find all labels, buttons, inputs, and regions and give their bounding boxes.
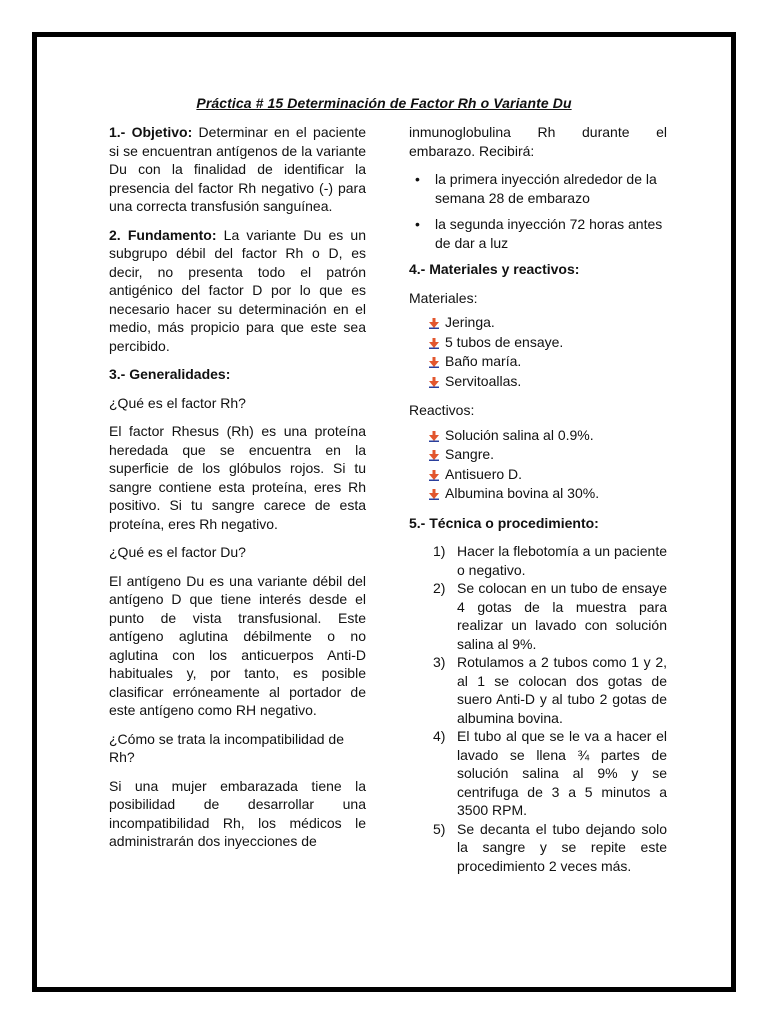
reactivos-label: Reactivos: — [409, 402, 475, 418]
down-arrow-icon — [429, 357, 439, 368]
reactivos-item-text: Albumina bovina al 30%. — [445, 485, 600, 501]
materiales-item — [429, 372, 667, 392]
right-column — [409, 123, 667, 875]
materiales-item — [429, 352, 667, 372]
step-text: Se decanta el tubo dejando solo la sangre y se repite este procedimiento 2 veces más. — [457, 820, 667, 874]
materiales-item-text: Servitoallas. — [445, 372, 522, 389]
procedure-step — [409, 820, 667, 876]
reactivos-item — [429, 445, 667, 465]
tecnica-heading: 5.- Técnica o procedimiento: — [409, 514, 599, 531]
step-number: 3) — [433, 654, 446, 670]
down-arrow-icon — [429, 431, 439, 442]
objetivo-label: 1.- Objetivo: — [109, 124, 193, 140]
objetivo-paragraph — [109, 123, 366, 216]
question-du: ¿Qué es el factor Du? — [109, 544, 246, 560]
materiales-list — [409, 313, 667, 391]
answer-du: El antígeno Du es una variante débil del antígeno D que tiene interés desde el punto de vista transfusional. Este antígeno aglutina débilmente o no aglutina con los anticuerpos Anti-D habituales y, por tanto, es posible clasificar erróneamente al portador de este antígeno como RH negativo. — [109, 572, 366, 718]
continuation-paragraph: inmunoglobulina Rh durante el embarazo. Recibirá: — [409, 124, 667, 159]
down-arrow-icon — [429, 470, 439, 481]
injection-list — [409, 170, 667, 252]
reactivos-item — [429, 426, 667, 446]
step-text: El tubo al que se le va a hacer el lavado se llena ¾ partes de solución salina al 9% y se centrifuga de 3 a 5 minutos a 3500 RPM. — [457, 728, 667, 818]
materiales-heading: 4.- Materiales y reactivos: — [409, 261, 580, 277]
reactivos-item-text: Solución salina al 0.9%. — [445, 426, 594, 443]
reactivos-item — [429, 465, 667, 485]
step-text: Hacer la flebotomía a un paciente o negativo. — [457, 543, 667, 578]
materiales-item-text: 5 tubos de ensaye. — [445, 333, 564, 350]
answer-rh: El factor Rhesus (Rh) es una proteína heredada que se encuentra en la superficie de los glóbulos rojos. Si tu sangre contiene esta proteína, eres Rh positivo. Si tu sangre carece de esta proteína, eres Rh negativo. — [109, 423, 366, 532]
generalidades-heading: 3.- Generalidades: — [109, 366, 231, 382]
procedure-step — [409, 653, 667, 727]
step-text: Rotulamos a 2 tubos como 1 y 2, al 1 se colocan dos gotas de suero Anti-D y al tubo 2 gotas de albumina bovina. — [457, 654, 667, 726]
down-arrow-icon — [429, 377, 439, 388]
materiales-item — [429, 313, 667, 333]
left-column — [109, 123, 366, 861]
objetivo-text: Determinar en el paciente si se encuentran antígenos de la variante Du con la finalidad de identificar la presencia del factor Rh negativo (-) para una correcta transfusión sanguínea. — [109, 124, 366, 214]
document-title: Práctica # 15 Determinación de Factor Rh o Variante Du — [196, 95, 572, 111]
reactivos-item-text: Sangre. — [445, 446, 495, 462]
injection-item: • la segunda inyección 72 horas antes de dar a luz — [429, 215, 667, 252]
down-arrow-icon — [429, 338, 439, 349]
materiales-item-text: Baño maría. — [445, 353, 522, 369]
procedure-step — [409, 579, 667, 653]
procedure-step — [409, 727, 667, 820]
down-arrow-icon — [429, 489, 439, 500]
fundamento-label: 2. Fundamento: — [109, 226, 217, 243]
step-number: 5) — [433, 820, 446, 837]
fundamento-paragraph — [109, 226, 366, 356]
step-number: 4) — [433, 728, 446, 744]
step-number: 2) — [433, 580, 446, 596]
document-page — [32, 32, 736, 992]
injection-item: • la primera inyección alrededor de la semana 28 de embarazo — [429, 170, 667, 207]
reactivos-list — [409, 426, 667, 504]
step-number: 1) — [433, 543, 446, 559]
answer-treatment: Si una mujer embarazada tiene la posibilidad de desarrollar una incompatibilidad Rh, los médicos le administrarán dos inyecciones de — [109, 777, 366, 849]
procedure-steps — [409, 542, 667, 875]
reactivos-item — [429, 484, 667, 504]
procedure-step — [409, 542, 667, 579]
materiales-item-text: Jeringa. — [445, 314, 495, 330]
down-arrow-icon — [429, 318, 439, 329]
fundamento-text: La variante Du es un subgrupo débil del factor Rh o D, es decir, no presenta todo el patrón antigénico del factor D por lo que es necesario hacer su determinación en el medio, más propicio para que este sea percibido. — [109, 226, 366, 354]
step-text: Se colocan en un tubo de ensaye 4 gotas de la muestra para realizar un lavado con solución salina al 9%. — [457, 580, 667, 652]
down-arrow-icon — [429, 450, 439, 461]
reactivos-item-text: Antisuero D. — [445, 465, 523, 482]
materiales-label: Materiales: — [409, 289, 478, 306]
materiales-item — [429, 333, 667, 353]
question-treatment: ¿Cómo se trata la incompatibilidad de Rh? — [109, 730, 345, 765]
question-rh: ¿Qué es el factor Rh? — [109, 394, 246, 411]
